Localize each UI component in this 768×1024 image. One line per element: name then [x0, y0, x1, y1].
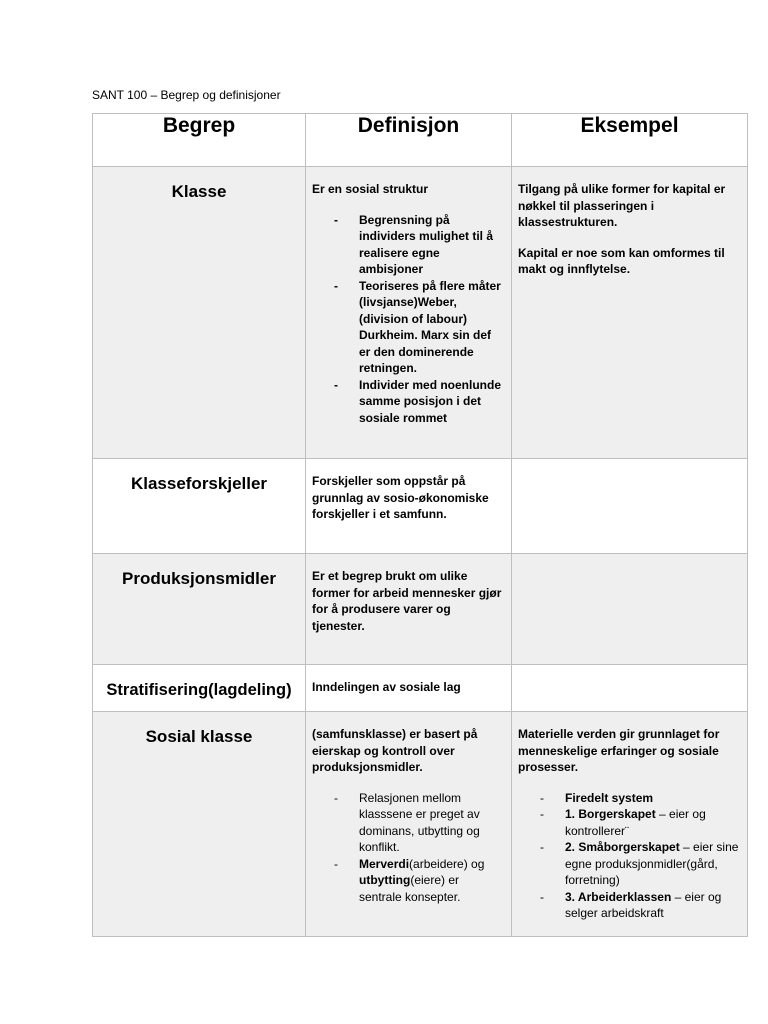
- definition-text: (samfunsklasse) er basert på eierskap og kontroll over produksjonsmidler.: [312, 727, 478, 774]
- list-item: - Individer med noenlunde samme posisjon i det sosiale rommet: [312, 377, 505, 427]
- term-cell: [93, 665, 306, 712]
- header-begrep: Begrep: [93, 114, 306, 167]
- list-item-bold: 1. Borgerskapet: [565, 807, 656, 821]
- term-cell: [93, 554, 306, 665]
- list-item: [518, 889, 741, 922]
- definition-list: [312, 790, 505, 906]
- list-item: [518, 790, 741, 807]
- table-row: [93, 167, 748, 459]
- list-item: [518, 806, 741, 839]
- list-item: - Begrensning på individers mulighet til å realisere egne ambisjoner: [312, 212, 505, 278]
- table-row: [93, 665, 748, 712]
- definition-cell: [306, 167, 512, 459]
- example-cell: [512, 459, 748, 554]
- header-eksempel: Eksempel: [512, 114, 748, 167]
- table-row: [93, 712, 748, 937]
- list-item-bold: Firedelt system: [565, 790, 654, 805]
- definition-text: Er en sosial struktur: [312, 182, 429, 196]
- definition-cell: [306, 712, 512, 937]
- list-item: - Relasjonen mellom klasssene er preget av dominans, utbytting og konflikt.: [312, 790, 505, 856]
- term-label: Klasseforskjeller: [130, 474, 268, 493]
- example-cell: [512, 665, 748, 712]
- term-label: Klasse: [171, 182, 227, 201]
- list-item: - Teoriseres på flere måter (livsjanse)Weber, (division of labour) Durkheim. Marx sin def er den dominerende retningen.: [312, 278, 505, 377]
- definition-list: [312, 212, 505, 427]
- list-item: [312, 856, 505, 906]
- term-cell: [93, 712, 306, 937]
- example-cell: [512, 167, 748, 459]
- list-item-text: (eiere) er sentrale konsepter.: [359, 873, 461, 904]
- list-item-text: – eier og kontrollerer¨: [565, 807, 706, 838]
- document-title: SANT 100 – Begrep og definisjoner: [92, 88, 281, 102]
- term-cell: [93, 167, 306, 459]
- term-label: Stratifisering(lagdeling): [106, 681, 292, 699]
- term-label: Sosial klasse: [145, 727, 253, 746]
- example-text: Materielle verden gir grunnlaget for menneskelige erfaringer og sosiale prosesser.: [518, 727, 720, 774]
- list-item-text: – eier og selger arbeidskraft: [565, 889, 722, 920]
- header-definisjon: Definisjon: [306, 114, 512, 167]
- list-item: [518, 839, 741, 889]
- term-merverdi: Merverdi: [359, 856, 410, 871]
- table-row: [93, 459, 748, 554]
- example-text: Kapital er noe som kan omformes til makt og innflytelse.: [518, 245, 725, 276]
- list-item-bold: 2. Småborgerskapet: [565, 840, 680, 854]
- list-item-text: – eier sine egne produksjonmidler(gård, forretning): [565, 840, 739, 887]
- example-cell: [512, 712, 748, 937]
- example-list: [518, 790, 741, 922]
- term-cell: [93, 459, 306, 554]
- list-item-bold: 3. Arbeiderklassen: [565, 889, 672, 904]
- definition-text: Er et begrep brukt om ulike former for arbeid mennesker gjør for å produsere varer og tjenester.: [312, 569, 502, 633]
- table-header-row: [93, 114, 748, 167]
- definition-text: Inndelingen av sosiale lag: [312, 680, 461, 694]
- definition-cell: [306, 554, 512, 665]
- definition-cell: [306, 459, 512, 554]
- list-item-text: (arbeidere) og: [409, 856, 485, 871]
- concept-table: [92, 113, 748, 937]
- definition-cell: [306, 665, 512, 712]
- table-row: [93, 554, 748, 665]
- term-utbytting: utbytting: [359, 873, 411, 887]
- example-text: Tilgang på ulike former for kapital er nøkkel til plasseringen i klassestrukturen.: [518, 182, 726, 229]
- term-label: Produksjonsmidler: [122, 569, 276, 588]
- definition-text: Forskjeller som oppstår på grunnlag av sosio-økonomiske forskjeller i et samfunn.: [312, 474, 489, 521]
- example-cell: [512, 554, 748, 665]
